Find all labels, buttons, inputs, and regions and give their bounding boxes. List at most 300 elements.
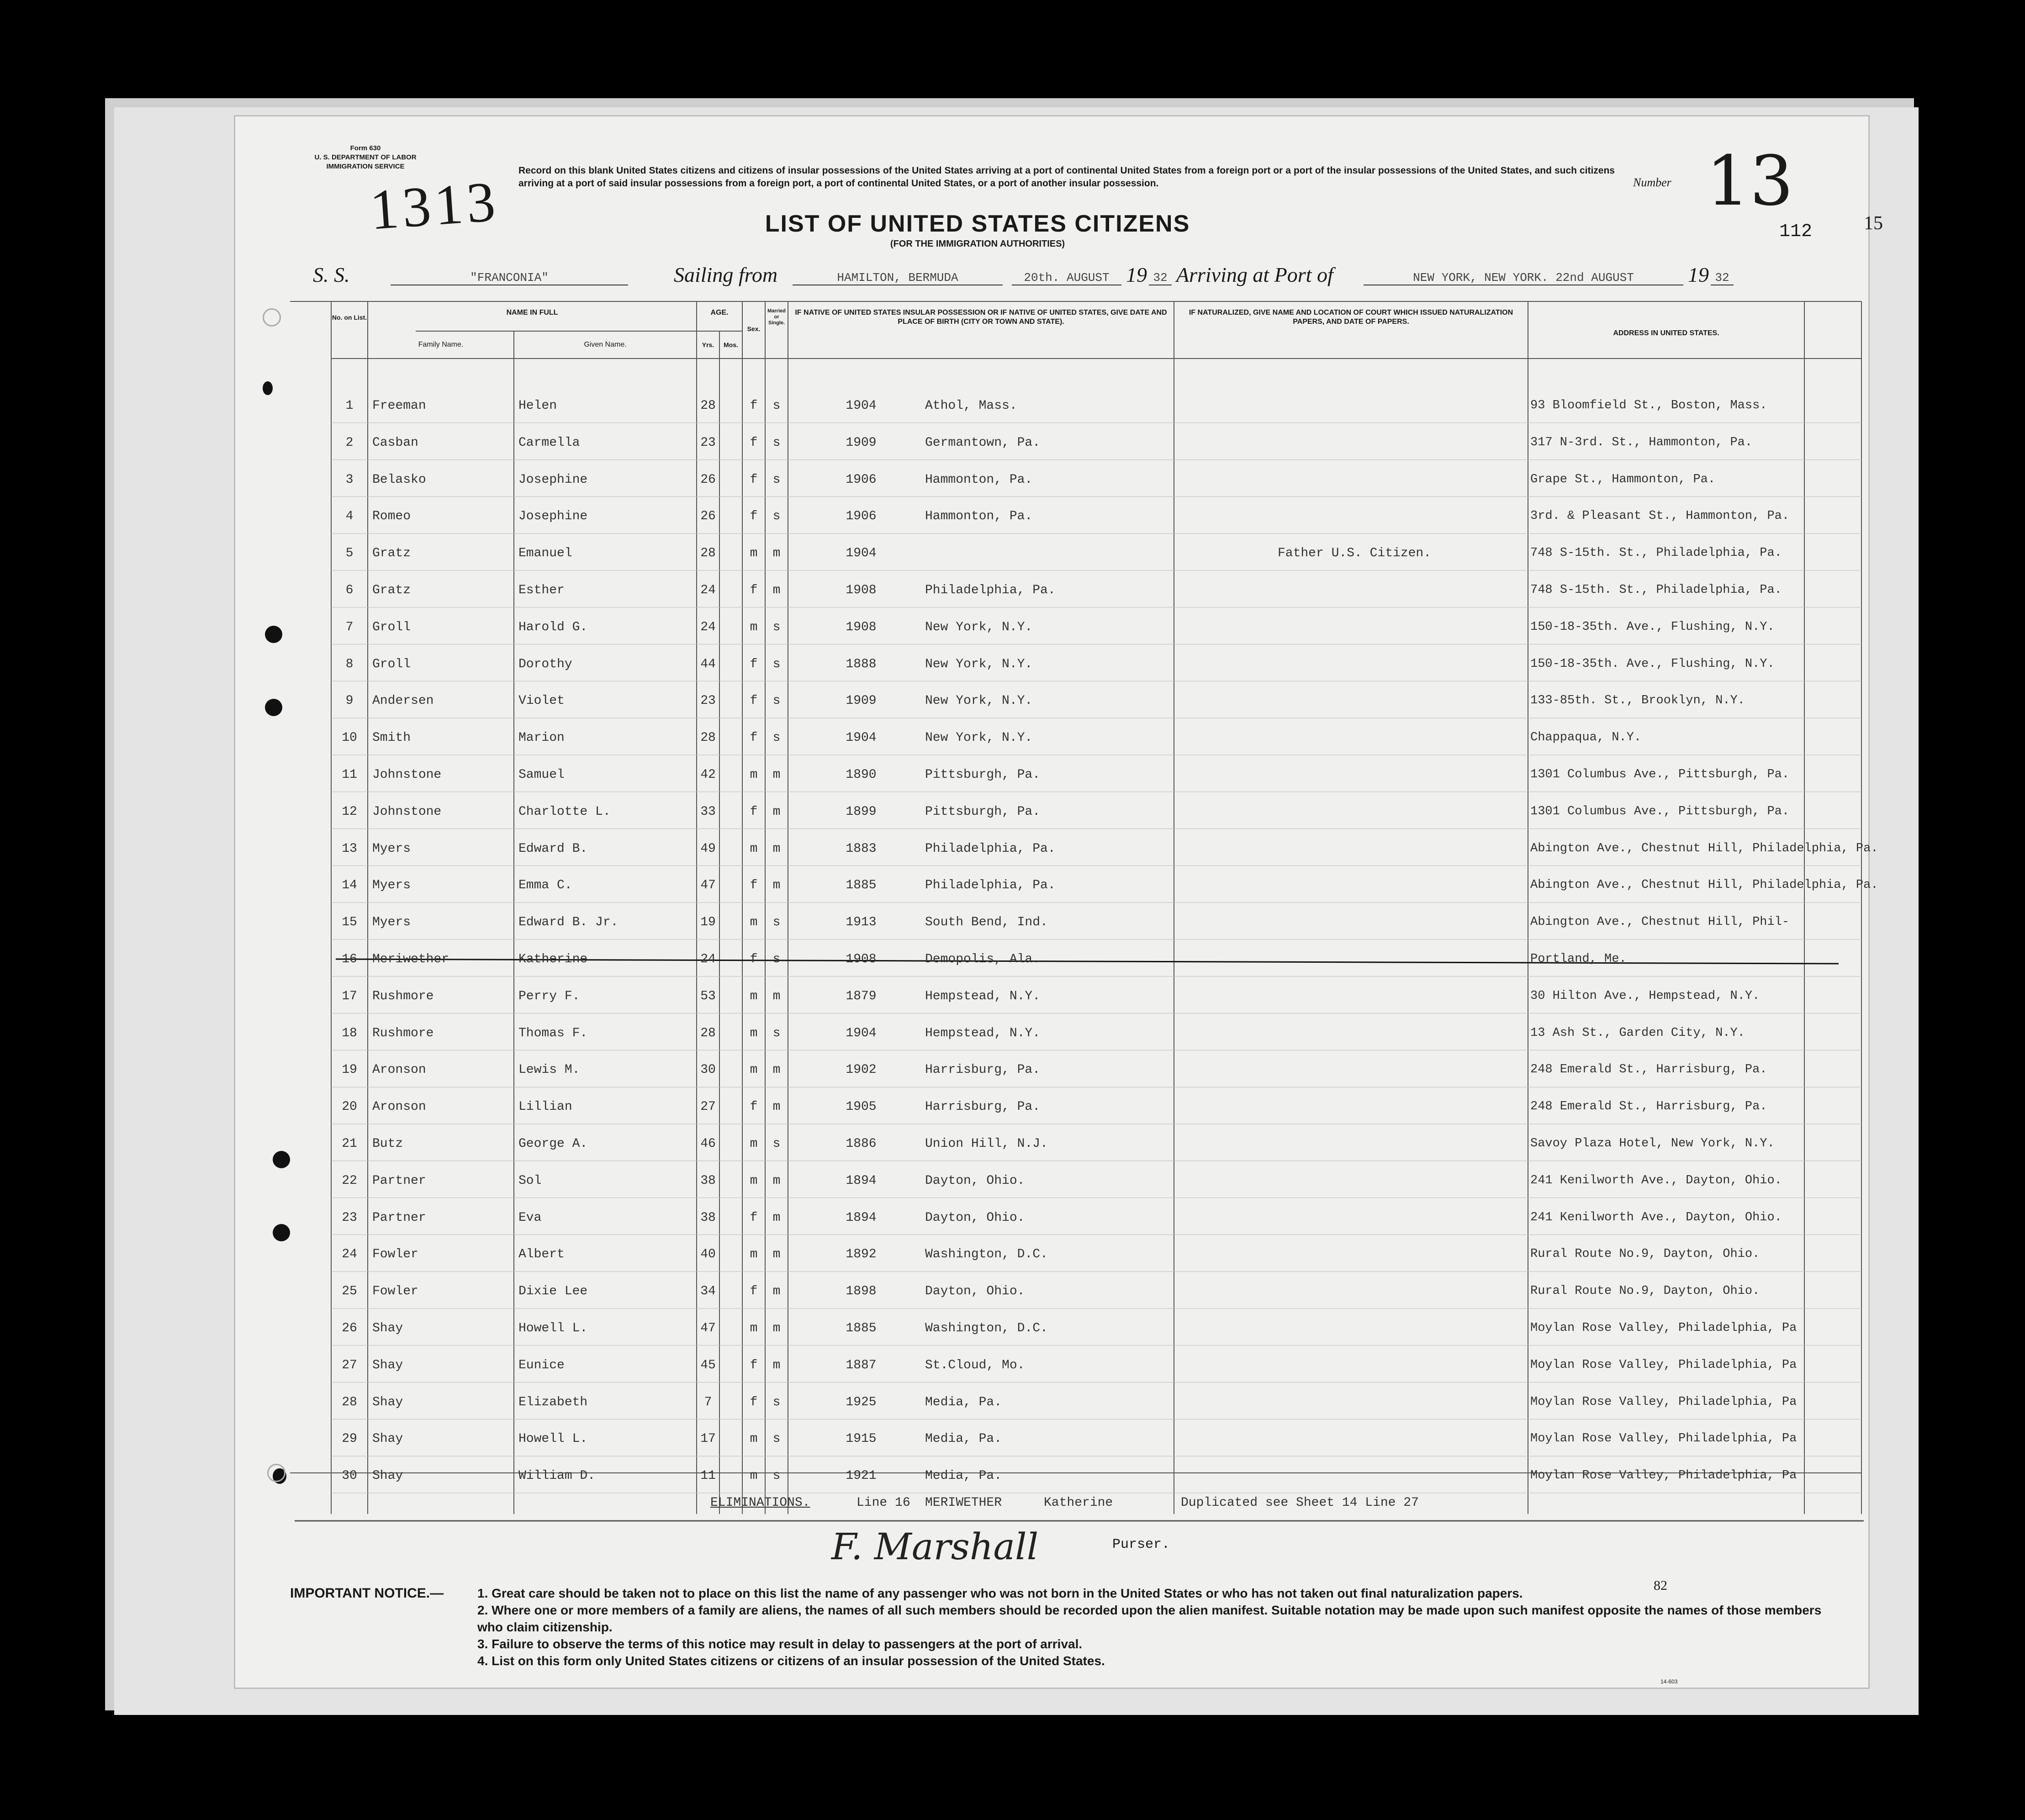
cell-no: 9	[345, 694, 354, 708]
cell-place: New York, N.Y.	[925, 731, 1033, 745]
cell-sex: m	[750, 1321, 758, 1335]
cell-year: 1883	[846, 841, 877, 856]
sheet-number: 112	[1779, 222, 1813, 242]
cell-place: Dayton, Ohio.	[925, 1284, 1025, 1299]
cell-address: 3rd. & Pleasant St., Hammonton, Pa.	[1530, 509, 1790, 523]
instructions: Record on this blank United States citizens and citizens of insular possessions of the United States arriving at a port of continental United States from a foreign port or a port of the insular possessions of the United States, and such citizens arriving at a port of said insular possessions from a foreign port, a port of continental United States, or a port of another insular possession.	[518, 165, 1615, 189]
cell-no: 6	[345, 583, 354, 597]
cell-ms: m	[772, 1173, 781, 1188]
cell-family: Shay	[372, 1358, 403, 1372]
cell-ms: m	[772, 878, 781, 893]
cell-sex: m	[750, 989, 758, 1003]
cell-year: 1921	[846, 1469, 877, 1483]
cell-no: 10	[342, 731, 357, 745]
purser-signature: F. Marshall	[831, 1525, 1039, 1568]
table-row	[235, 1234, 1861, 1271]
stamp-number: 1313	[368, 170, 501, 242]
cell-no: 15	[342, 915, 357, 930]
cell-place: Pittsburgh, Pa.	[925, 768, 1041, 782]
notice-lead: IMPORTANT NOTICE.—	[290, 1586, 444, 1601]
cell-sex: f	[750, 731, 758, 745]
cell-yrs: 19	[700, 915, 716, 930]
table-row	[235, 423, 1861, 459]
cell-ms: m	[772, 841, 781, 856]
cell-given: Carmella	[518, 435, 580, 450]
cell-address: 30 Hilton Ave., Hempstead, N.Y.	[1530, 989, 1760, 1003]
col-address: ADDRESS IN UNITED STATES.	[1613, 329, 1719, 337]
col-given: Given Name.	[584, 341, 627, 348]
cell-place: Pittsburgh, Pa.	[925, 804, 1041, 819]
cell-given: Edward B. Jr.	[518, 915, 619, 930]
cell-sex: f	[750, 583, 758, 597]
cell-address: 248 Emerald St., Harrisburg, Pa.	[1530, 1063, 1767, 1077]
cell-place: New York, N.Y.	[925, 694, 1033, 708]
cell-sex: f	[750, 399, 758, 413]
cell-place: Harrisburg, Pa.	[925, 1063, 1041, 1077]
cell-family: Fowler	[372, 1247, 418, 1262]
punch-hole	[273, 1224, 290, 1241]
purser-label: Purser.	[1112, 1537, 1170, 1552]
cell-sex: f	[750, 509, 758, 524]
cell-ms: s	[772, 952, 781, 966]
cell-place: Hempstead, N.Y.	[925, 989, 1041, 1003]
cell-yrs: 28	[700, 546, 716, 561]
cell-year: 1904	[846, 731, 877, 745]
cell-given: Eunice	[518, 1358, 565, 1372]
col-naturalized: IF NATURALIZED, GIVE NAME AND LOCATION OF COURT WHICH ISSUED NATURALIZATION PAPERS, AND DATE OF PAPERS.	[1189, 309, 1513, 326]
col-birth: IF NATIVE OF UNITED STATES INSULAR POSSESSION OR IF NATIVE OF UNITED STATES, GIVE DATE AND PLACE OF BIRTH (CITY OR TOWN AND STATE).	[795, 309, 1167, 326]
cell-address: Savoy Plaza Hotel, New York, N.Y.	[1530, 1137, 1775, 1150]
cell-yrs: 26	[700, 509, 716, 524]
cell-sex: m	[750, 546, 758, 561]
cell-sex: f	[750, 1395, 758, 1409]
cell-sex: m	[750, 1469, 758, 1483]
cell-yrs: 26	[700, 472, 716, 487]
cell-family: Johnstone	[372, 804, 442, 819]
cell-address: Portland, Me.	[1530, 952, 1627, 966]
cell-sex: f	[750, 1284, 758, 1299]
cell-year: 1913	[846, 915, 877, 930]
cell-sex: f	[750, 1210, 758, 1225]
cell-family: Partner	[372, 1210, 426, 1225]
cell-yrs: 24	[700, 620, 716, 634]
cell-yrs: 17	[700, 1432, 716, 1446]
arrival-port: NEW YORK, NEW YORK. 22nd AUGUST	[1364, 271, 1683, 285]
cell-family: Romeo	[372, 509, 411, 524]
cell-address: 748 S-15th. St., Philadelphia, Pa.	[1530, 583, 1782, 597]
year-prefix: 19	[1126, 263, 1147, 286]
ring-hole	[263, 308, 281, 327]
table-row	[235, 829, 1878, 865]
cell-ms: s	[772, 1137, 781, 1151]
cell-place: South Bend, Ind.	[925, 915, 1048, 930]
cell-ms: m	[772, 768, 781, 782]
cell-year: 1904	[846, 399, 877, 413]
table-row	[235, 496, 1861, 533]
cell-address: 1301 Columbus Ave., Pittsburgh, Pa.	[1530, 768, 1790, 781]
cell-address: 748 S-15th. St., Philadelphia, Pa.	[1530, 546, 1782, 560]
cell-given: Edward B.	[518, 841, 588, 856]
cell-year: 1909	[846, 694, 877, 708]
cell-address: Moylan Rose Valley, Philadelphia, Pa	[1530, 1469, 1797, 1483]
sailing-year: 32	[1149, 271, 1172, 285]
cell-year: 1904	[846, 1026, 877, 1040]
cell-given: Perry F.	[518, 989, 580, 1003]
cell-ms: s	[772, 731, 781, 745]
cell-address: Moylan Rose Valley, Philadelphia, Pa	[1530, 1432, 1797, 1446]
department: U. S. DEPARTMENT OF LABOR	[314, 153, 417, 161]
cell-family: Butz	[372, 1137, 403, 1151]
table-row	[235, 865, 1878, 902]
cell-address: Moylan Rose Valley, Philadelphia, Pa	[1530, 1395, 1797, 1409]
cell-yrs: 38	[700, 1173, 716, 1188]
table-row	[235, 533, 1861, 570]
arriving-label: Arriving at Port of	[1176, 263, 1333, 286]
cell-place: St.Cloud, Mo.	[925, 1358, 1025, 1372]
cell-year: 1879	[846, 989, 877, 1003]
cell-given: Lillian	[518, 1100, 572, 1114]
cell-ms: s	[772, 657, 781, 671]
cell-family: Casban	[372, 435, 418, 450]
cell-year: 1890	[846, 768, 877, 782]
cell-given: Elizabeth	[518, 1395, 588, 1409]
table-row	[235, 718, 1861, 754]
cell-place: Dayton, Ohio.	[925, 1210, 1025, 1225]
cell-family: Fowler	[372, 1284, 418, 1299]
cell-given: Eva	[518, 1210, 542, 1225]
cell-yrs: 23	[700, 694, 716, 708]
cell-no: 18	[342, 1026, 357, 1040]
table-row	[235, 570, 1861, 607]
table-row	[235, 1419, 1861, 1456]
cell-place: Harrisburg, Pa.	[925, 1100, 1041, 1114]
cell-ms: s	[772, 915, 781, 930]
cell-family: Aronson	[372, 1063, 426, 1077]
cell-year: 1925	[846, 1395, 877, 1409]
cell-yrs: 33	[700, 804, 716, 819]
cell-sex: m	[750, 1173, 758, 1188]
cell-ms: m	[772, 1284, 781, 1299]
cell-place: Demopolis, Ala.	[925, 952, 1041, 966]
cell-no: 26	[342, 1321, 357, 1335]
table-row	[235, 1308, 1861, 1345]
sailing-label: Sailing from	[674, 263, 778, 286]
cell-given: Albert	[518, 1247, 565, 1262]
cell-place: Washington, D.C.	[925, 1247, 1048, 1262]
cell-given: Lewis M.	[518, 1063, 580, 1077]
cell-sex: f	[750, 952, 758, 966]
cell-place: Philadelphia, Pa.	[925, 878, 1056, 893]
cell-year: 1915	[846, 1432, 877, 1446]
col-married: Married or Single.	[767, 308, 786, 326]
table-row	[235, 644, 1861, 681]
page-subtitle: (FOR THE IMMIGRATION AUTHORITIES)	[890, 239, 1065, 249]
cell-no: 7	[345, 620, 354, 634]
cell-given: Helen	[518, 399, 557, 413]
cell-sex: f	[750, 657, 758, 671]
col-no: No. on List.	[332, 314, 367, 321]
cell-family: Andersen	[372, 694, 434, 708]
cell-family: Smith	[372, 731, 411, 745]
cell-no: 13	[342, 841, 357, 856]
table-row	[235, 681, 1861, 717]
cell-ms: m	[772, 989, 781, 1003]
cell-ms: m	[772, 1247, 781, 1262]
notice-item-4: 4. List on this form only United States citizens or citizens of an insular possession of the United States.	[477, 1654, 1105, 1668]
cell-given: George A.	[518, 1137, 588, 1151]
cell-address: Rural Route No.9, Dayton, Ohio.	[1530, 1247, 1760, 1261]
cell-no: 11	[342, 768, 357, 782]
cell-no: 3	[345, 472, 354, 487]
cell-ms: s	[772, 472, 781, 487]
cell-place: New York, N.Y.	[925, 620, 1033, 634]
cell-family: Rushmore	[372, 1026, 434, 1040]
cell-year: 1887	[846, 1358, 877, 1372]
cell-place: Philadelphia, Pa.	[925, 583, 1056, 597]
cell-no: 1	[345, 399, 354, 413]
cell-year: 1905	[846, 1100, 877, 1114]
cell-family: Shay	[372, 1321, 403, 1335]
page-title: LIST OF UNITED STATES CITIZENS	[765, 211, 1190, 237]
table-row	[235, 902, 1861, 939]
cell-family: Groll	[372, 657, 411, 671]
cell-sex: f	[750, 694, 758, 708]
table-row	[235, 386, 1861, 422]
cell-year: 1885	[846, 878, 877, 893]
cell-sex: m	[750, 915, 758, 930]
cell-address: Moylan Rose Valley, Philadelphia, Pa	[1530, 1321, 1797, 1335]
cell-address: 133-85th. St., Brooklyn, N.Y.	[1530, 694, 1745, 708]
cell-sex: m	[750, 1026, 758, 1040]
cell-address: 317 N-3rd. St., Hammonton, Pa.	[1530, 435, 1753, 449]
cell-place: New York, N.Y.	[925, 657, 1033, 671]
cell-given: Dixie Lee	[518, 1284, 588, 1299]
cell-no: 21	[342, 1137, 357, 1151]
cell-no: 16	[342, 952, 357, 966]
cell-year: 1894	[846, 1210, 877, 1225]
notice-item-1: 1. Great care should be taken not to place on this list the name of any passenger who was not born in the United States or who has not taken out final naturalization papers.	[477, 1586, 1523, 1600]
cell-year: 1906	[846, 472, 877, 487]
cell-family: Shay	[372, 1395, 403, 1409]
cell-given: Josephine	[518, 509, 588, 524]
cell-yrs: 40	[700, 1247, 716, 1262]
table-row	[235, 1198, 1861, 1234]
cell-ms: m	[772, 1358, 781, 1372]
cell-sex: m	[750, 841, 758, 856]
notice-item-2: 2. Where one or more members of a family are aliens, the names of all such members should be recorded upon the alien manifest. Suitable notation may be made upon such manifest opposite the names of those members who claim citizenship.	[477, 1603, 1822, 1634]
cell-given: Violet	[518, 694, 565, 708]
cell-sex: f	[750, 1358, 758, 1372]
cell-family: Meriwether	[372, 952, 449, 966]
arrival-year: 32	[1711, 271, 1734, 285]
cell-address: Abington Ave., Chestnut Hill, Phil-	[1530, 915, 1790, 929]
cell-sex: f	[750, 1100, 758, 1114]
cell-given: Esther	[518, 583, 565, 597]
cell-address: Grape St., Hammonton, Pa.	[1530, 472, 1716, 486]
cell-family: Partner	[372, 1173, 426, 1188]
cell-family: Johnstone	[372, 768, 442, 782]
cell-ms: s	[772, 620, 781, 634]
cell-given: Howell L.	[518, 1321, 588, 1335]
cell-sex: f	[750, 472, 758, 487]
cell-family: Shay	[372, 1432, 403, 1446]
col-yrs: Yrs.	[702, 341, 714, 348]
cell-address: 13 Ash St., Garden City, N.Y.	[1530, 1026, 1745, 1040]
cell-ms: s	[772, 435, 781, 450]
cell-given: William D.	[518, 1469, 596, 1483]
cell-year: 1899	[846, 804, 877, 819]
cell-ms: m	[772, 1063, 781, 1077]
cell-yrs: 30	[700, 1063, 716, 1077]
cell-address: 150-18-35th. Ave., Flushing, N.Y.	[1530, 620, 1775, 634]
cell-ms: s	[772, 1469, 781, 1483]
cell-yrs: 28	[700, 1026, 716, 1040]
cell-place: Washington, D.C.	[925, 1321, 1048, 1335]
cell-family: Myers	[372, 915, 411, 930]
ship-name: "FRANCONIA"	[391, 271, 628, 285]
cell-address: 241 Kenilworth Ave., Dayton, Ohio.	[1530, 1173, 1782, 1187]
cell-address: 150-18-35th. Ave., Flushing, N.Y.	[1530, 657, 1775, 671]
cell-sex: f	[750, 804, 758, 819]
cell-address: 1301 Columbus Ave., Pittsburgh, Pa.	[1530, 804, 1790, 818]
cell-yrs: 11	[700, 1469, 716, 1483]
list-number: 13	[1706, 142, 1793, 221]
cell-place: Dayton, Ohio.	[925, 1173, 1025, 1188]
cell-yrs: 47	[700, 878, 716, 893]
table-row	[235, 1050, 1861, 1087]
table-row	[235, 1456, 1861, 1493]
table-row	[235, 976, 1861, 1013]
punch-hole	[273, 1151, 290, 1168]
cell-no: 5	[345, 546, 354, 561]
cell-ms: m	[772, 583, 781, 597]
cell-year: 1904	[846, 546, 877, 561]
cell-sex: m	[750, 1247, 758, 1262]
cell-given: Emma C.	[518, 878, 572, 893]
year-prefix-2: 19	[1688, 263, 1709, 286]
cell-given: Josephine	[518, 472, 588, 487]
cell-family: Groll	[372, 620, 411, 634]
cell-place: Media, Pa.	[925, 1432, 1002, 1446]
table-row	[235, 1382, 1861, 1419]
cell-yrs: 53	[700, 989, 716, 1003]
elim-line: Line 16	[857, 1496, 910, 1510]
cell-no: 20	[342, 1100, 357, 1114]
elim-given: Katherine	[1044, 1496, 1113, 1510]
cell-yrs: 27	[700, 1100, 716, 1114]
cell-address: 248 Emerald St., Harrisburg, Pa.	[1530, 1100, 1767, 1114]
cell-year: 1894	[846, 1173, 877, 1188]
cell-ms: s	[772, 509, 781, 524]
cell-no: 22	[342, 1173, 357, 1188]
cell-ms: s	[772, 694, 781, 708]
cell-sex: m	[750, 1432, 758, 1446]
cell-family: Myers	[372, 878, 411, 893]
cell-family: Shay	[372, 1469, 403, 1483]
cell-year: 1902	[846, 1063, 877, 1077]
number-label: Number	[1633, 176, 1671, 189]
cell-ms: m	[772, 1100, 781, 1114]
table-row	[235, 607, 1861, 644]
cell-yrs: 47	[700, 1321, 716, 1335]
cell-sex: m	[750, 768, 758, 782]
cell-ms: m	[772, 804, 781, 819]
cell-yrs: 49	[700, 841, 716, 856]
cell-yrs: 7	[704, 1395, 712, 1409]
cell-no: 28	[342, 1395, 357, 1409]
cell-yrs: 34	[700, 1284, 716, 1299]
cell-ms: m	[772, 1210, 781, 1225]
cell-sex: m	[750, 1063, 758, 1077]
cell-sex: f	[750, 878, 758, 893]
cell-no: 4	[345, 509, 354, 524]
cell-given: Howell L.	[518, 1432, 588, 1446]
cell-family: Belasko	[372, 472, 426, 487]
cell-family: Freeman	[372, 399, 426, 413]
cell-no: 24	[342, 1247, 357, 1262]
sailing-date: 20th. AUGUST	[1012, 271, 1121, 285]
cell-yrs: 24	[700, 952, 716, 966]
cell-family: Gratz	[372, 546, 411, 561]
cell-year: 1908	[846, 620, 877, 634]
cell-place: Athol, Mass.	[925, 399, 1017, 413]
cell-year: 1885	[846, 1321, 877, 1335]
cell-place: Germantown, Pa.	[925, 435, 1041, 450]
table-row	[235, 755, 1861, 791]
cell-given: Dorothy	[518, 657, 572, 671]
cell-ms: m	[772, 546, 781, 561]
cell-address: 93 Bloomfield St., Boston, Mass.	[1530, 399, 1767, 412]
cell-no: 14	[342, 878, 357, 893]
cell-place: Hempstead, N.Y.	[925, 1026, 1041, 1040]
cell-year: 1909	[846, 435, 877, 450]
punch-hole	[265, 699, 282, 716]
cell-no: 23	[342, 1210, 357, 1225]
cell-no: 30	[342, 1469, 357, 1483]
cell-address: Abington Ave., Chestnut Hill, Philadelphia, Pa.	[1530, 841, 1878, 855]
cell-sex: f	[750, 435, 758, 450]
cell-yrs: 46	[700, 1137, 716, 1151]
table-row	[235, 1013, 1861, 1050]
manifest-sheet	[235, 116, 1883, 1688]
cell-sex: m	[750, 620, 758, 634]
side-code: 82	[1654, 1578, 1667, 1593]
table-row	[235, 460, 1861, 496]
table-row	[235, 939, 1861, 976]
cell-no: 2	[345, 435, 354, 450]
service: IMMIGRATION SERVICE	[326, 163, 405, 170]
cell-no: 29	[342, 1432, 357, 1446]
cell-family: Rushmore	[372, 989, 434, 1003]
table-row	[235, 1087, 1861, 1124]
cell-year: 1886	[846, 1137, 877, 1151]
cell-year: 1906	[846, 509, 877, 524]
cell-family: Aronson	[372, 1100, 426, 1114]
cell-no: 27	[342, 1358, 357, 1372]
cell-ms: s	[772, 1432, 781, 1446]
cell-sex: m	[750, 1137, 758, 1151]
cell-address: Abington Ave., Chestnut Hill, Philadelphia, Pa.	[1530, 878, 1878, 892]
cell-no: 19	[342, 1063, 357, 1077]
cell-given: Marion	[518, 731, 565, 745]
col-sex: Sex.	[747, 325, 761, 332]
cell-yrs: 23	[700, 435, 716, 450]
cell-year: 1908	[846, 952, 877, 966]
cell-yrs: 42	[700, 768, 716, 782]
cell-address: 241 Kenilworth Ave., Dayton, Ohio.	[1530, 1210, 1782, 1224]
col-family: Family Name.	[418, 341, 464, 348]
cell-address: Chappaqua, N.Y.	[1530, 731, 1642, 745]
